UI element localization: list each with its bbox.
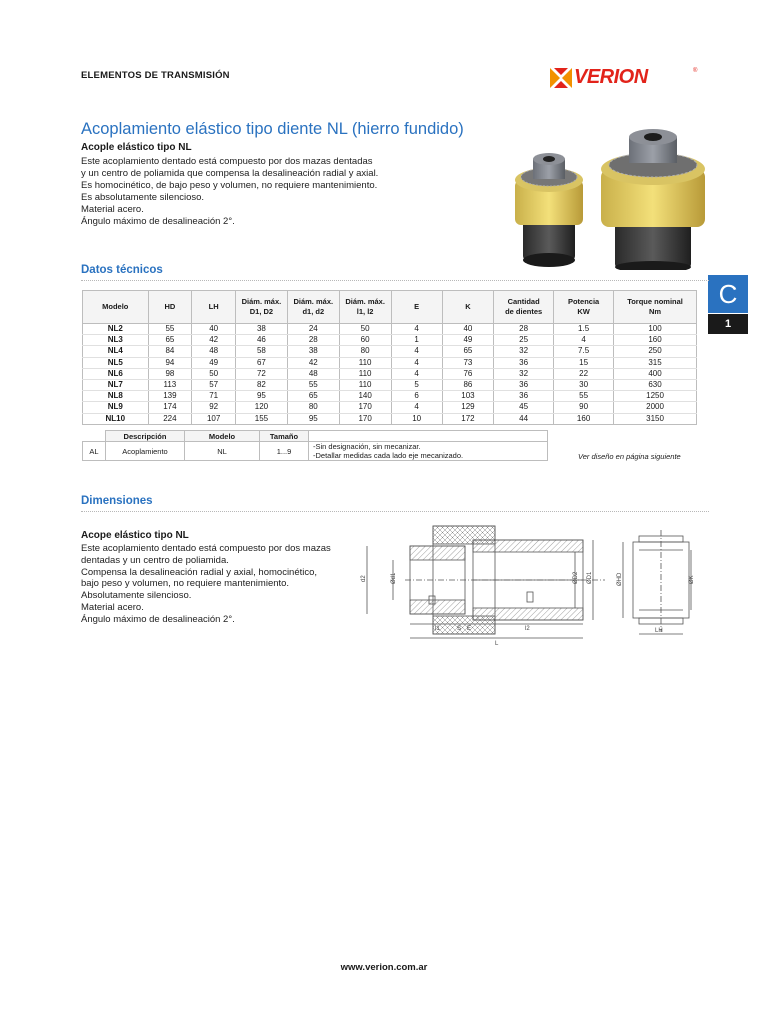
table-cell: 1.5 — [554, 324, 614, 335]
table-cell: 170 — [339, 413, 391, 424]
table-row — [83, 402, 697, 413]
col-header: Potencia KW — [554, 291, 614, 324]
table-cell: 98 — [148, 368, 192, 379]
dim-e: E — [467, 626, 472, 632]
table-cell: 71 — [192, 391, 236, 402]
table-cell: 25 — [494, 335, 554, 346]
designation-row — [83, 442, 548, 461]
model-cell: NL7 — [83, 379, 149, 390]
description-line: dentadas y un centro de poliamida. — [81, 554, 229, 566]
table-cell: 80 — [339, 346, 391, 357]
dim-ok: ØK — [689, 575, 695, 584]
table-cell: 5 — [391, 379, 442, 390]
col-header: Diám. máx. d1, d2 — [287, 291, 339, 324]
table-cell: 155 — [236, 413, 288, 424]
table-cell: 1250 — [614, 391, 697, 402]
dim-lh: LH — [655, 628, 663, 634]
description-line: Material acero. — [81, 601, 144, 613]
description-line: Es absolutamente silencioso. — [81, 192, 205, 203]
table-cell: 15 — [554, 357, 614, 368]
table-cell: 95 — [236, 391, 288, 402]
table-row — [83, 368, 697, 379]
table-cell: 80 — [287, 402, 339, 413]
table-cell: 57 — [192, 379, 236, 390]
table-cell: 50 — [339, 324, 391, 335]
dim-od1-outer: ØD1 — [587, 571, 593, 584]
table-cell: 315 — [614, 357, 697, 368]
table-cell: 1 — [391, 335, 442, 346]
product-description — [81, 156, 411, 228]
table-cell: 140 — [339, 391, 391, 402]
table-cell: 40 — [192, 324, 236, 335]
dim-od2: ØD2 — [573, 571, 579, 584]
table-cell: 72 — [236, 368, 288, 379]
section-label: ELEMENTOS DE TRANSMISIÓN — [81, 70, 230, 81]
description-line: Es homocinético, de bajo peso y volumen, no requiere mantenimiento. — [81, 180, 378, 191]
table-cell: 129 — [442, 402, 493, 413]
empty-header — [309, 431, 548, 442]
tech-heading: Datos técnicos — [81, 264, 163, 276]
table-cell: 30 — [554, 379, 614, 390]
description-line: Este acoplamiento dentado está compuesto por dos mazas dentadas — [81, 156, 373, 167]
col-header: Tamaño — [260, 431, 309, 442]
designation-description: Acoplamiento — [106, 442, 185, 461]
table-cell: 38 — [236, 324, 288, 335]
product-subtitle: Acople elástico tipo NL — [81, 142, 192, 153]
col-header: E — [391, 291, 442, 324]
table-cell: 92 — [192, 402, 236, 413]
table-cell: 170 — [339, 402, 391, 413]
table-row — [83, 357, 697, 368]
table-row — [83, 391, 697, 402]
table-cell: 44 — [494, 413, 554, 424]
verion-logo-icon — [548, 66, 574, 90]
table-cell: 76 — [442, 368, 493, 379]
table-cell: 90 — [554, 402, 614, 413]
table-cell: 113 — [148, 379, 192, 390]
col-header: LH — [192, 291, 236, 324]
dimensions-heading: Dimensiones — [81, 495, 153, 507]
model-cell: NL5 — [83, 357, 149, 368]
table-cell: 55 — [554, 391, 614, 402]
col-header: Diám. máx. l1, l2 — [339, 291, 391, 324]
dim-od1: Ød1 — [391, 572, 397, 584]
tech-table — [82, 290, 697, 425]
model-cell: NL6 — [83, 368, 149, 379]
col-header: Modelo — [185, 431, 260, 442]
table-cell: 4 — [554, 335, 614, 346]
table-row — [83, 324, 697, 335]
coupling-photo — [505, 125, 715, 270]
dim-l2: l2 — [525, 626, 530, 632]
table-cell: 250 — [614, 346, 697, 357]
brand-logo: VERION — [574, 66, 648, 88]
table-cell: 73 — [442, 357, 493, 368]
designation-model: NL — [185, 442, 260, 461]
dim-d2: d2 — [361, 575, 367, 582]
chapter-number: 1 — [708, 314, 748, 334]
table-cell: 84 — [148, 346, 192, 357]
model-cell: NL3 — [83, 335, 149, 346]
table-cell: 7.5 — [554, 346, 614, 357]
table-cell: 40 — [442, 324, 493, 335]
tech-table-body — [83, 324, 697, 425]
dimensions-subtitle: Acope elástico tipo NL — [81, 530, 189, 541]
table-cell: 49 — [442, 335, 493, 346]
table-cell: 103 — [442, 391, 493, 402]
model-cell: NL9 — [83, 402, 149, 413]
table-row — [83, 413, 697, 424]
col-header: K — [442, 291, 493, 324]
table-cell: 224 — [148, 413, 192, 424]
description-line: Material acero. — [81, 204, 144, 215]
table-cell: 45 — [494, 402, 554, 413]
table-cell: 42 — [287, 357, 339, 368]
table-cell: 32 — [494, 346, 554, 357]
table-cell: 48 — [192, 346, 236, 357]
footer-url: www.verion.com.ar — [340, 962, 428, 973]
table-cell: 4 — [391, 368, 442, 379]
technical-drawing — [355, 520, 705, 650]
table-cell: 174 — [148, 402, 192, 413]
brand-registered-mark: ® — [693, 68, 698, 74]
table-cell: 32 — [494, 368, 554, 379]
table-cell: 42 — [192, 335, 236, 346]
table-cell: 4 — [391, 346, 442, 357]
table-row — [83, 335, 697, 346]
table-cell: 107 — [192, 413, 236, 424]
table-cell: 46 — [236, 335, 288, 346]
divider — [81, 280, 709, 281]
col-header: Descripción — [106, 431, 185, 442]
table-cell: 50 — [192, 368, 236, 379]
dim-l1: l1 — [435, 626, 440, 632]
designation-table — [82, 430, 548, 461]
description-line: Ángulo máximo de desalineación 2°. — [81, 216, 235, 227]
table-cell: 630 — [614, 379, 697, 390]
col-header: Cantidad de dientes — [494, 291, 554, 324]
table-cell: 94 — [148, 357, 192, 368]
description-line: Este acoplamiento dentado está compuesto por dos mazas — [81, 543, 331, 554]
table-cell: 55 — [148, 324, 192, 335]
table-cell: 172 — [442, 413, 493, 424]
table-cell: 2000 — [614, 402, 697, 413]
model-cell: NL2 — [83, 324, 149, 335]
note-line: -Detallar medidas cada lado eje mecanizado. — [313, 451, 464, 460]
table-cell: 36 — [494, 357, 554, 368]
table-cell: 60 — [339, 335, 391, 346]
description-line: Compensa la desalineación radial y axial, homocinético, — [81, 566, 318, 578]
empty-header — [83, 431, 106, 442]
table-cell: 4 — [391, 324, 442, 335]
table-cell: 4 — [391, 402, 442, 413]
table-header-row — [83, 291, 697, 324]
table-cell: 4 — [391, 357, 442, 368]
table-cell: 24 — [287, 324, 339, 335]
col-header: Modelo — [83, 291, 149, 324]
description-line: bajo peso y volumen, no requiere mantenimiento. — [81, 578, 290, 590]
description-line: y un centro de poliamida que compensa la desalineación radial y axial. — [81, 168, 379, 179]
table-cell: 22 — [554, 368, 614, 379]
table-row — [83, 379, 697, 390]
see-next-note: Ver diseño en página siguiente — [578, 452, 681, 461]
table-cell: 110 — [339, 357, 391, 368]
table-cell: 86 — [442, 379, 493, 390]
product-title: Acoplamiento elástico tipo diente NL (hierro fundido) — [81, 120, 464, 138]
table-cell: 3150 — [614, 413, 697, 424]
table-cell: 400 — [614, 368, 697, 379]
table-cell: 110 — [339, 379, 391, 390]
description-line: Absolutamente silencioso. — [81, 590, 192, 602]
dim-l: L — [495, 641, 499, 647]
table-cell: 36 — [494, 379, 554, 390]
table-cell: 139 — [148, 391, 192, 402]
table-cell: 120 — [236, 402, 288, 413]
table-cell: 110 — [339, 368, 391, 379]
dim-s: S — [457, 626, 462, 632]
table-cell: 67 — [236, 357, 288, 368]
model-cell: NL8 — [83, 391, 149, 402]
table-cell: 36 — [494, 391, 554, 402]
description-line: Ángulo máximo de desalineación 2°. — [81, 613, 235, 625]
note-line: -Sin designación, sin mecanizar. — [313, 442, 421, 451]
designation-header-row — [83, 431, 548, 442]
table-cell: 58 — [236, 346, 288, 357]
table-cell: 100 — [614, 324, 697, 335]
col-header: Diám. máx. D1, D2 — [236, 291, 288, 324]
table-cell: 160 — [554, 413, 614, 424]
table-cell: 48 — [287, 368, 339, 379]
table-cell: 28 — [287, 335, 339, 346]
table-cell: 55 — [287, 379, 339, 390]
dimensions-description — [81, 543, 331, 626]
designation-notes — [309, 442, 548, 461]
table-row — [83, 346, 697, 357]
table-cell: 160 — [614, 335, 697, 346]
table-cell: 65 — [442, 346, 493, 357]
table-cell: 6 — [391, 391, 442, 402]
model-cell: NL10 — [83, 413, 149, 424]
divider — [81, 511, 709, 512]
table-cell: 82 — [236, 379, 288, 390]
col-header: HD — [148, 291, 192, 324]
table-cell: 49 — [192, 357, 236, 368]
col-header: Torque nominal Nm — [614, 291, 697, 324]
chapter-tab: C — [708, 275, 748, 313]
dim-ohd: ØHD — [617, 572, 623, 586]
model-cell: NL4 — [83, 346, 149, 357]
table-cell: 65 — [148, 335, 192, 346]
table-cell: 28 — [494, 324, 554, 335]
designation-size: 1...9 — [260, 442, 309, 461]
table-cell: 95 — [287, 413, 339, 424]
table-cell: 10 — [391, 413, 442, 424]
designation-code: AL — [83, 442, 106, 461]
table-cell: 38 — [287, 346, 339, 357]
table-cell: 65 — [287, 391, 339, 402]
